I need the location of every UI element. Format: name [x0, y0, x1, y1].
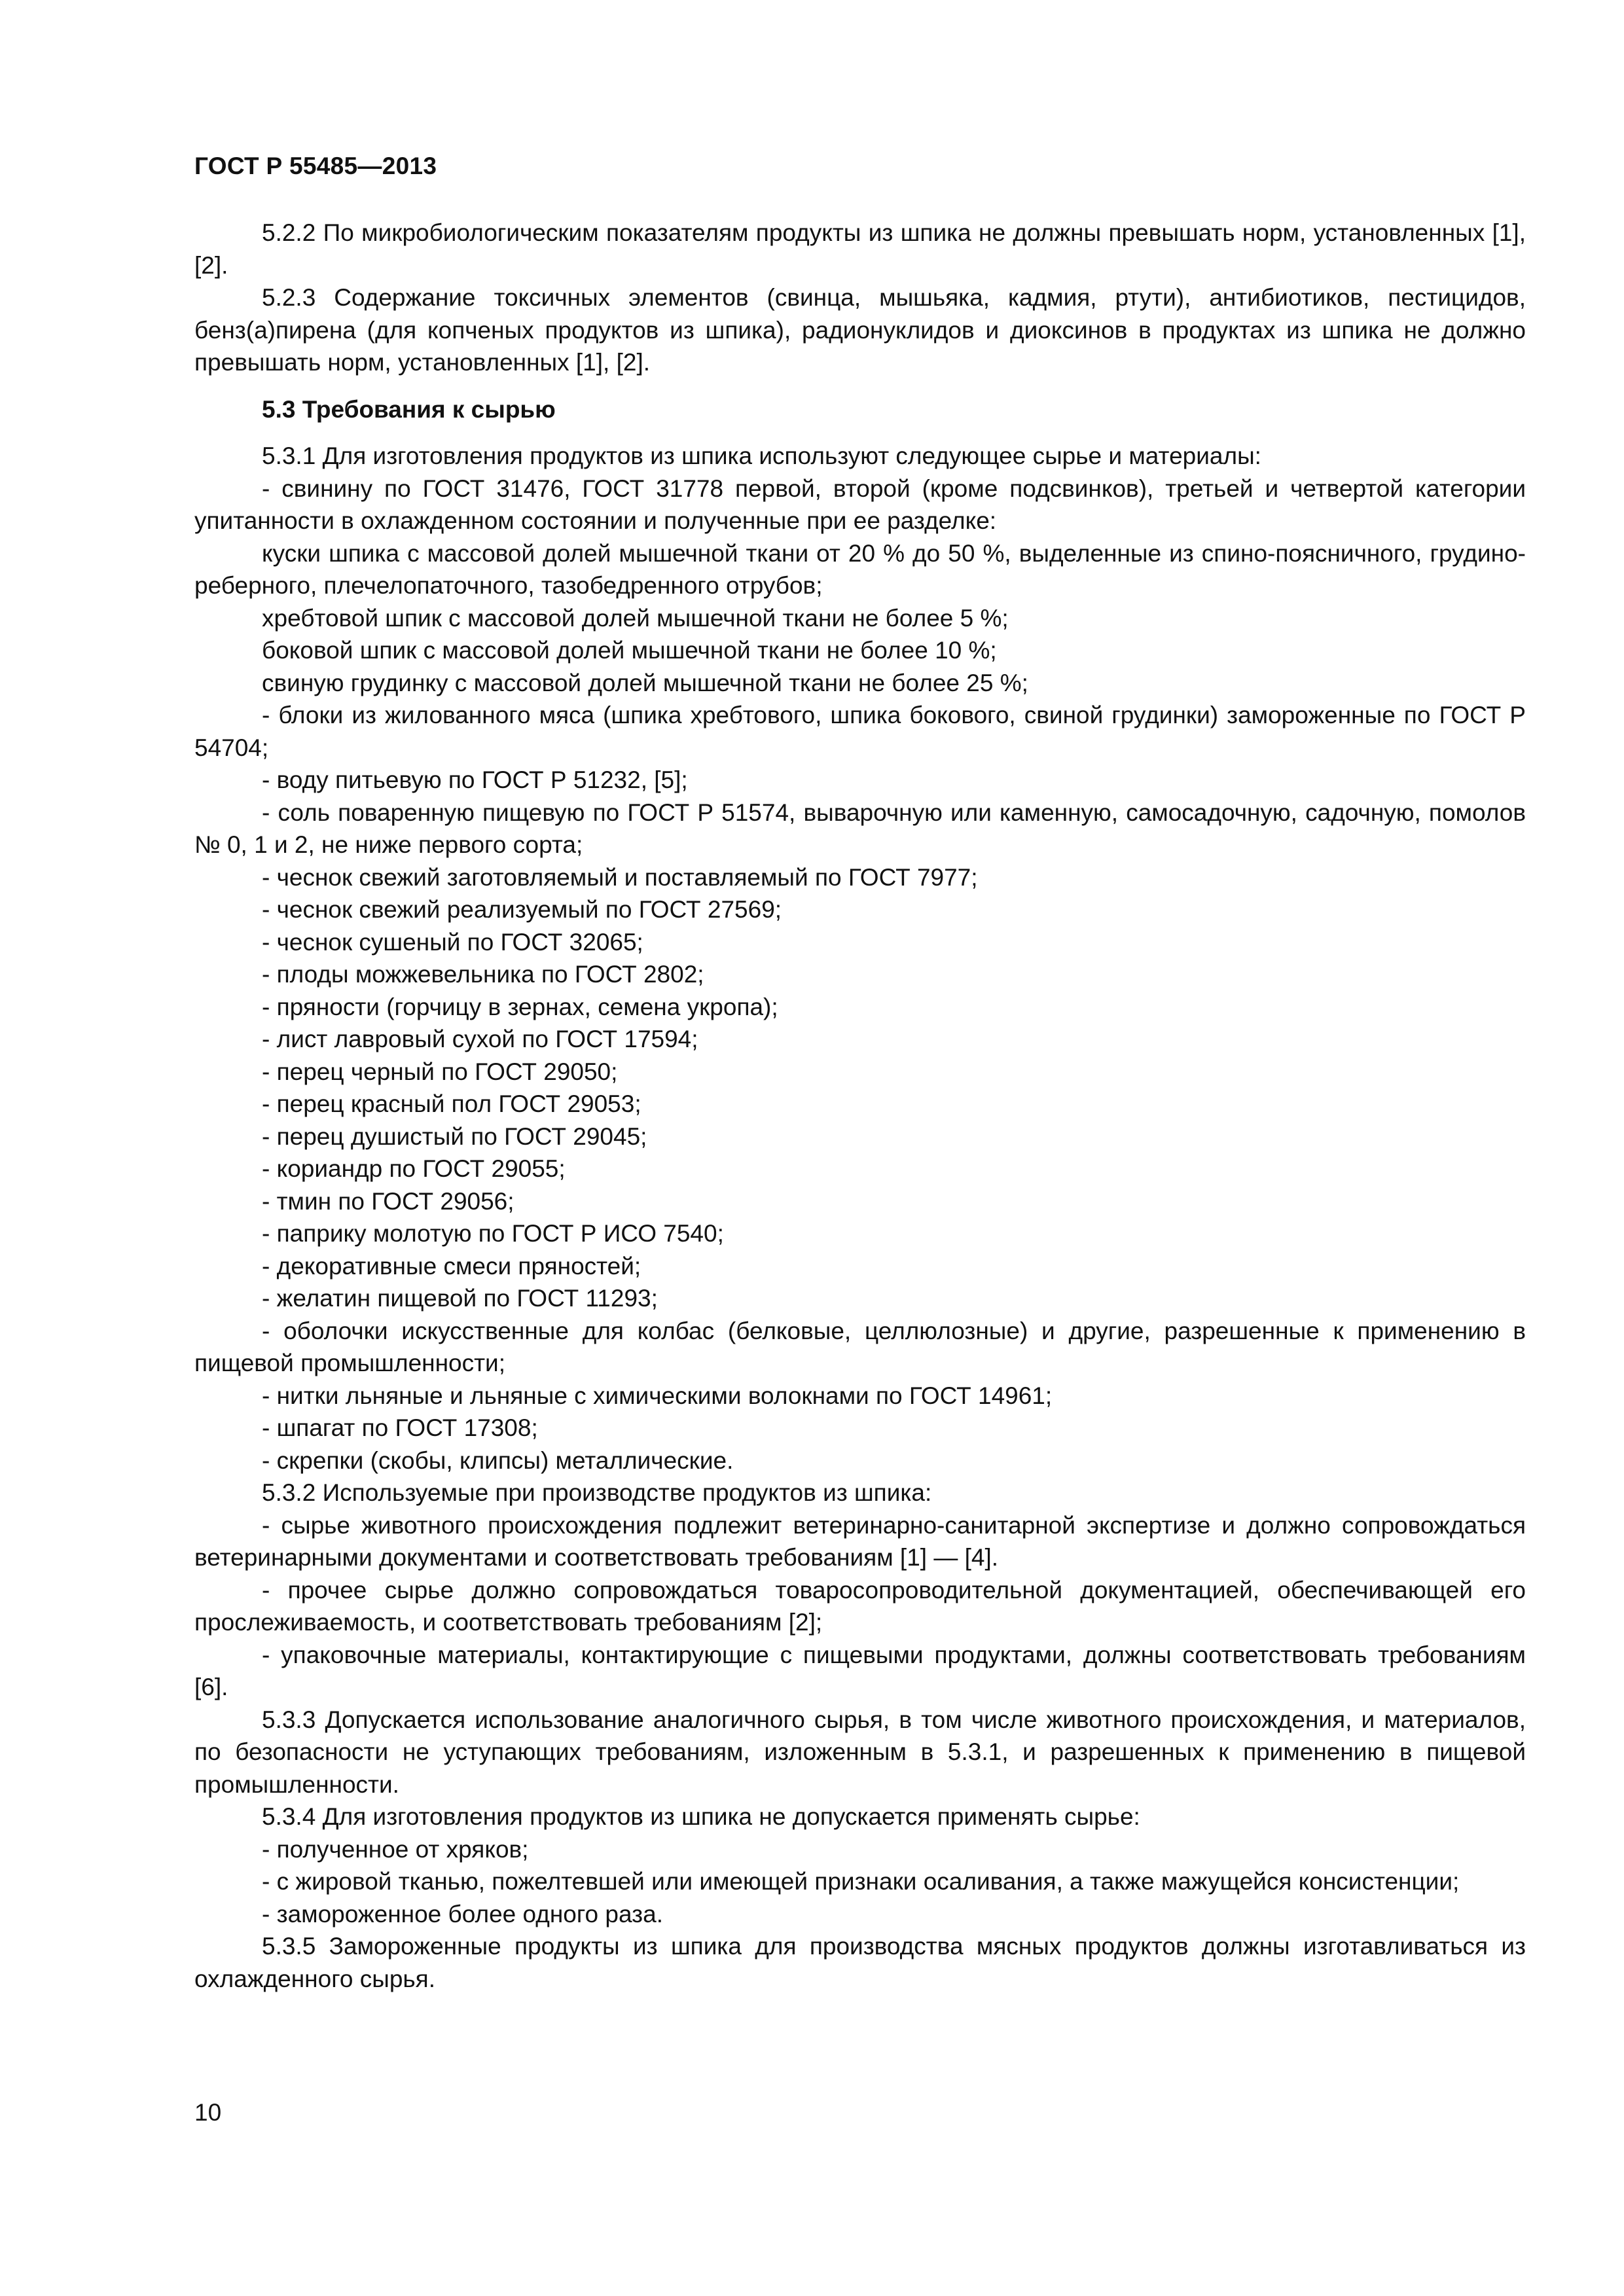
list-item-juniper: - плоды можжевельника по ГОСТ 2802; — [262, 961, 704, 988]
paragraph-5-3-5: 5.3.5 Замороженные продукты из шпика для производства мясных продуктов должны изготавливаться из охлажденного сырья. — [194, 1933, 1526, 1992]
list-item-red-pepper: - перец красный пол ГОСТ 29053; — [262, 1090, 641, 1117]
list-item-water: - воду питьевую по ГОСТ Р 51232, [5]; — [262, 766, 688, 793]
list-item-threads: - нитки льняные и льняные с химическими волокнами по ГОСТ 14961; — [262, 1382, 1053, 1409]
document-code-header: ГОСТ Р 55485—2013 — [194, 152, 437, 179]
list-item-garlic-fresh-procured: - чеснок свежий заготовляемый и поставляемый по ГОСТ 7977; — [262, 863, 978, 891]
list-item-caraway: - тмин по ГОСТ 29056; — [262, 1187, 514, 1215]
list-item-allspice: - перец душистый по ГОСТ 29045; — [262, 1122, 647, 1150]
list-item-packaging: - упаковочные материалы, контактирующие с пищевыми продуктами, должны соответствовать требованиям [6]. — [194, 1641, 1526, 1700]
list-item-bay-leaf: - лист лавровый сухой по ГОСТ 17594; — [262, 1026, 698, 1052]
list-item-yellowed-fat: - с жировой тканью, пожелтевшей или имеющей признаки осаливания, а также мажущейся консистенции; — [262, 1868, 1460, 1895]
list-item-paprika: - паприку молотую по ГОСТ Р ИСО 7540; — [262, 1220, 724, 1247]
list-item-meat-blocks: - блоки из жилованного мяса (шпика хребтового, шпика бокового, свиной грудинки) замороженные по ГОСТ Р 54704; — [194, 702, 1526, 761]
paragraph-5-3-4: 5.3.4 Для изготовления продуктов из шпика не допускается применять сырье: — [262, 1803, 1140, 1830]
list-item-lard-pieces: куски шпика с массовой долей мышечной ткани от 20 % до 50 %, выделенные из спино-поясничного, грудино-реберного, плечелопаточного, тазобедренного отрубов; — [194, 539, 1526, 599]
list-item-coriander: - кориандр по ГОСТ 29055; — [262, 1155, 566, 1182]
list-item-black-pepper: - перец черный по ГОСТ 29050; — [262, 1058, 618, 1085]
list-item-refrozen: - замороженное более одного раза. — [262, 1900, 663, 1928]
list-item-boars: - полученное от хряков; — [262, 1835, 529, 1863]
list-item-twine: - шпагат по ГОСТ 17308; — [262, 1414, 538, 1441]
list-item-other-raw: - прочее сырье должно сопровождаться товаросопроводительной документацией, обеспечивающей его прослеживаемость, и соответствовать требованиям [2]; — [194, 1576, 1526, 1636]
list-item-spice-mixes: - декоративные смеси пряностей; — [262, 1252, 641, 1280]
list-item-pork: - свинину по ГОСТ 31476, ГОСТ 31778 первой, второй (кроме подсвинков), третьей и четвертой категории упитанности в охлажденном состоянии и полученные при ее разделке: — [194, 475, 1526, 534]
list-item-animal-raw: - сырье животного происхождения подлежит ветеринарно-санитарной экспертизе и должно сопровождаться ветеринарными документами и соответствовать требованиям [1] — [4]. — [194, 1511, 1526, 1571]
document-body — [194, 217, 1526, 1995]
list-item-spices: - пряности (горчицу в зернах, семена укропа); — [262, 993, 778, 1020]
list-item-side-lard: боковой шпик с массовой долей мышечной ткани не более 10 %; — [262, 637, 997, 664]
list-item-gelatin: - желатин пищевой по ГОСТ 11293; — [262, 1285, 658, 1312]
paragraph-5-2-2: 5.2.2 По микробиологическим показателям продукты из шпика не должны превышать норм, установленных [1], [2]. — [194, 219, 1526, 279]
list-item-clips: - скрепки (скобы, клипсы) металлические. — [262, 1446, 734, 1474]
list-item-back-lard: хребтовой шпик с массовой долей мышечной ткани не более 5 %; — [262, 604, 1009, 632]
list-item-garlic-dried: - чеснок сушеный по ГОСТ 32065; — [262, 928, 643, 956]
section-heading-5-3: 5.3 Требования к сырью — [262, 395, 556, 423]
list-item-salt: - соль поваренную пищевую по ГОСТ Р 51574, выварочную или каменную, самосадочную, садочную, помолов № 0, 1 и 2, не ниже первого сорта; — [194, 798, 1526, 858]
list-item-pork-belly: свиную грудинку с массовой долей мышечной ткани не более 25 %; — [262, 669, 1028, 696]
paragraph-5-3-1: 5.3.1 Для изготовления продуктов из шпика используют следующее сырье и материалы: — [262, 442, 1261, 469]
paragraph-5-3-2: 5.3.2 Используемые при производстве продуктов из шпика: — [262, 1479, 932, 1506]
paragraph-5-2-3: 5.2.3 Содержание токсичных элементов (свинца, мышьяка, кадмия, ртути), антибиотиков, пестицидов, бенз(а)пирена (для копченых продуктов из шпика), радионуклидов и диоксинов в продуктах из шпика не должно превышать норм, установленных [1], [2]. — [194, 284, 1526, 376]
page-number: 10 — [194, 2099, 222, 2126]
list-item-garlic-fresh-sold: - чеснок свежий реализуемый по ГОСТ 27569; — [262, 896, 782, 923]
paragraph-5-3-3: 5.3.3 Допускается использование аналогичного сырья, в том числе животного происхождения, и материалов, по безопасности не уступающих требованиям, изложенным в 5.3.1, и разрешенных к применению в пищевой промышленности. — [194, 1706, 1526, 1798]
list-item-casings: - оболочки искусственные для колбас (белковые, целлюлозные) и другие, разрешенные к применению в пищевой промышленности; — [194, 1317, 1526, 1376]
